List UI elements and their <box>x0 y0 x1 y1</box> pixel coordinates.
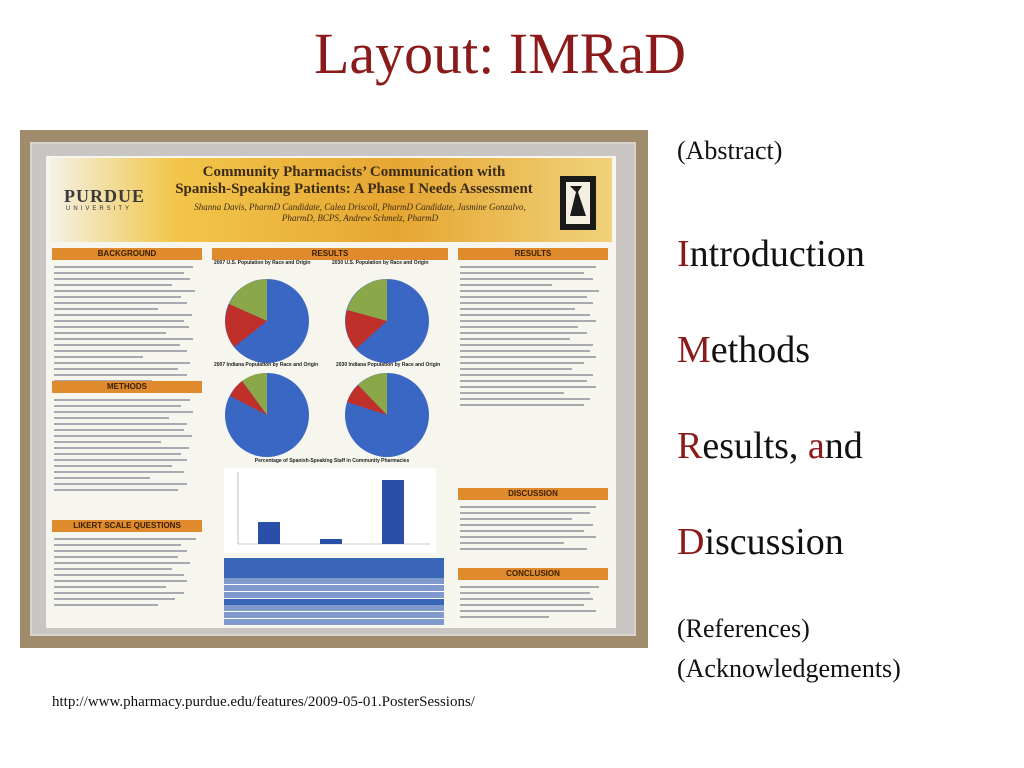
section-acknowledgements: (Acknowledgements) <box>677 654 901 683</box>
poster-header-methods: METHODS <box>52 381 202 393</box>
staff-bar-chart <box>224 468 436 554</box>
discussion-text <box>460 502 608 554</box>
section-discussion-initial: D <box>677 521 705 563</box>
pie-chart-us-2030 <box>344 278 430 364</box>
pie-chart-indiana-2030 <box>344 372 430 458</box>
section-introduction <box>677 232 865 276</box>
section-and-rest: nd <box>824 425 863 467</box>
section-results-and <box>677 424 863 468</box>
purdue-logo: PURDUE <box>64 186 145 206</box>
section-and-initial: a <box>807 425 825 467</box>
poster-title: Community Pharmacists’ Communication with Spanish-Speaking Patients: A Phase I Needs Assessment <box>175 164 533 197</box>
section-methods-initial: M <box>677 329 711 371</box>
methods-text <box>54 395 202 495</box>
poster-banner <box>50 158 612 242</box>
pie-title-2: 2030 U.S. Population by Race and Origin <box>332 260 429 266</box>
poster-header-conclusion: CONCLUSION <box>458 568 608 580</box>
section-introduction-rest: ntroduction <box>689 233 865 275</box>
section-methods-rest: ethods <box>710 329 811 371</box>
pie-title-3: 2007 Indiana Population by Race and Origin <box>214 362 319 368</box>
section-discussion <box>677 520 844 564</box>
results-table <box>224 558 444 626</box>
pie-title-4: 2030 Indiana Population by Race and Origin <box>336 362 441 368</box>
poster-photo <box>20 130 648 648</box>
poster-header-results-mid: RESULTS <box>212 248 448 260</box>
section-results-initial: R <box>677 425 703 467</box>
section-methods <box>677 328 810 372</box>
results-text <box>460 262 608 410</box>
pie-chart-indiana-2007 <box>224 372 310 458</box>
pie-title-1: 2007 U.S. Population by Race and Origin <box>214 260 311 266</box>
background-text <box>54 262 202 386</box>
purdue-logo-sub: UNIVERSITY <box>66 206 133 212</box>
mortar-pestle-icon <box>556 172 600 234</box>
section-results-rest: esults, <box>702 425 808 467</box>
likert-text <box>54 534 202 610</box>
poster-header-background: BACKGROUND <box>52 248 202 260</box>
poster-header-likert: LIKERT SCALE QUESTIONS <box>52 520 202 532</box>
poster-header-discussion: DISCUSSION <box>458 488 608 500</box>
research-poster <box>46 156 616 628</box>
section-introduction-initial: I <box>677 233 690 275</box>
pie-chart-us-2007 <box>224 278 310 364</box>
conclusion-text <box>460 582 608 622</box>
source-url: http://www.pharmacy.purdue.edu/features/2009-05-01.PosterSessions/ <box>52 694 475 710</box>
bar-chart-title: Percentage of Spanish-Speaking Staff in Community Pharmacies <box>254 458 410 464</box>
section-references: (References) <box>677 614 810 643</box>
section-discussion-rest: iscussion <box>704 521 844 563</box>
slide-title: Layout: IMRaD <box>313 21 687 86</box>
section-abstract: (Abstract) <box>677 136 783 165</box>
poster-board <box>30 142 636 636</box>
poster-header-results-right: RESULTS <box>458 248 608 260</box>
poster-authors: Shanna Davis, PharmD Candidate, Calea Driscoll, PharmD Candidate, Jasmine Gonzalvo, PharmD, BCPS, Andrew Schmelz, PharmD <box>194 202 526 223</box>
